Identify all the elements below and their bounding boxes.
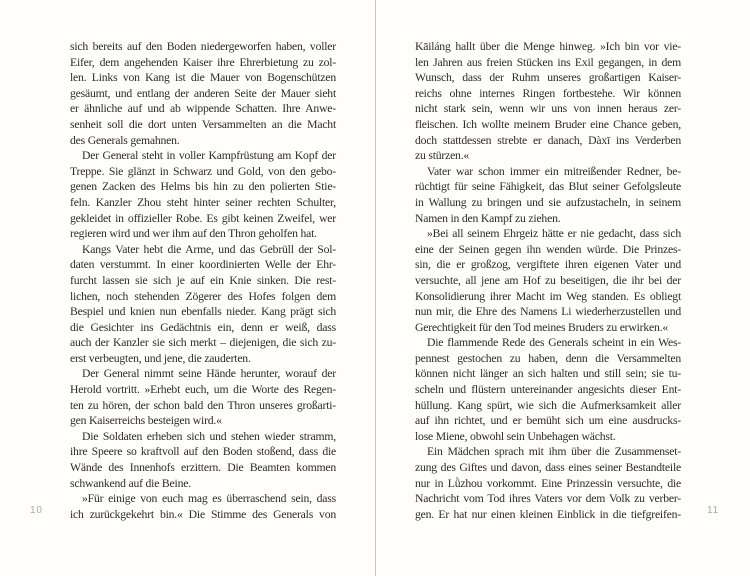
text-line: eine der Seinen gegen ihn wenden würde. Die Prinzes- xyxy=(415,242,681,256)
page-left-text-column xyxy=(70,39,336,522)
text-line: auch der Kanzler sie sich merkt – diejenigen, die sich zu- xyxy=(70,336,336,350)
text-line: Gerechtigkeit für den Tod meines Bruders zu erwirken.« xyxy=(415,320,668,334)
text-line: Herold vortritt. »Erhebt euch, um die Worte des Regen- xyxy=(70,383,336,397)
text-line: nicht stark sein, wenn wir uns von innen heraus zer- xyxy=(415,102,681,116)
text-line: sin, die er großzog, vergiftete ihren eigenen Vater und xyxy=(415,258,681,272)
text-line: versuchte, all jene am Hof zu beseitigen, die ihr bei der xyxy=(415,273,681,287)
text-line: des Generals gemahnen. xyxy=(70,133,180,147)
text-line: Ein Mädchen sprach mit ihm über die Zusammenset- xyxy=(427,445,681,459)
paragraph xyxy=(415,444,681,522)
text-line: Namen in den Kampf zu ziehen. xyxy=(415,211,561,225)
text-line: Vater war schon immer ein mitreißender Redner, be- xyxy=(427,164,681,178)
text-line: pennest gestochen zu haben, denn die Versammelten xyxy=(415,351,681,365)
text-line: Wände des Innenhofs erzittern. Die Beamten kommen xyxy=(70,461,336,475)
paragraph xyxy=(70,242,336,367)
text-line: Bespiel und knien nun ebenfalls nieder. Kang prägt sich xyxy=(70,305,336,319)
text-line: Die Soldaten erheben sich und stehen wieder stramm, xyxy=(82,429,336,443)
page-number-right: 11 xyxy=(707,505,719,516)
text-line: gekleidet in offizieller Robe. Es gibt keinen Zweifel, wer xyxy=(70,211,336,225)
text-line: reichs ohne internes Ringen fortbestehe. Wir können xyxy=(415,86,681,100)
text-line: fleischen. Ich wollte meinem Bruder eine Chance geben, xyxy=(415,117,681,131)
text-line: len. Links von Kang ist die Mauer von Bogenschützen xyxy=(70,71,336,85)
text-line: feln. Kanzler Zhou steht hinter seiner rechten Schulter, xyxy=(70,195,336,209)
text-line: Der General steht in voller Kampfrüstung am Kopf der xyxy=(82,149,336,163)
paragraph xyxy=(415,226,681,335)
text-line: ihre Speere so kraftvoll auf den Boden stoßend, dass die xyxy=(70,445,336,459)
text-line: zu stürzen.« xyxy=(415,149,470,163)
text-line: Nachricht vom Tod ihres Vaters vor dem Volk zu verber- xyxy=(415,492,681,506)
text-line: furcht lassen sie sich je auf ein Knie sinken. Die rest- xyxy=(70,273,336,287)
paragraph xyxy=(415,39,681,164)
text-line: Die flammende Rede des Generals scheint in ein Wes- xyxy=(427,336,681,350)
text-line: erst verbeugten, und jene, die zauderten. xyxy=(70,351,251,365)
text-line: Kangs Vater hebt die Arme, und das Gebrüll der Sol- xyxy=(82,242,336,256)
text-line: schwankend auf die Beine. xyxy=(70,476,191,490)
text-line: zung des Giftes und davon, dass eines seiner Bestandteile xyxy=(415,461,681,475)
text-line: lichen, noch stehenden Zögerer des Hofes folgen dem xyxy=(70,289,336,303)
text-line: genen Zacken des Helms bis hin zu den polierten Stie- xyxy=(70,180,336,194)
paragraph xyxy=(415,335,681,444)
text-line: gesäumt, und entlang der anderen Seite der Mauer sieht xyxy=(70,86,336,100)
text-line: er ähnliche auf und ab wippende Schatten. Ihre Anwe- xyxy=(70,102,336,116)
text-line: in Wallung zu bringen und sie aufzustacheln, in seinem xyxy=(415,195,681,209)
text-line: hüllung. Kang spürt, wie sich die Aufmerksamkeit aller xyxy=(415,398,681,412)
paragraph xyxy=(70,39,336,148)
text-line: sich bereits auf den Boden niedergeworfen haben, voller xyxy=(70,40,336,53)
text-line: gen Kaiserreichs besteigen wird.« xyxy=(70,414,222,428)
paragraph xyxy=(70,491,336,522)
text-line: Der General nimmt seine Hände herunter, worauf der xyxy=(82,367,336,381)
text-line: ten zu hören, der schon bald den Thron unseres großarti- xyxy=(70,398,336,412)
text-line: nun mir, die Ehre des Namens Li wiederherzustellen und xyxy=(415,305,681,319)
text-line: Wunsch, dass der Ruhm unseres großartigen Kaiser- xyxy=(415,71,681,85)
text-line: daten verstummt. In einer koordinierten Welle der Ehr- xyxy=(70,258,336,272)
text-line: lose Miene, obwohl sein Unbehagen wächst. xyxy=(415,429,616,443)
text-line: doch stattdessen strebte er danach, Dàxī ins Verderben xyxy=(415,133,681,147)
paragraph xyxy=(70,366,336,428)
text-line: ich zurückgekehrt bin.« Die Stimme des Generals von xyxy=(70,507,336,521)
text-line: len Jahren aus freien Stücken ins Exil gegangen, in dem xyxy=(415,55,681,69)
paragraph xyxy=(70,148,336,242)
paragraph xyxy=(70,429,336,491)
text-line: Eifer, dem angehenden Kaiser ihre Ehrerbietung zu zol- xyxy=(70,55,336,69)
text-line: Kāiláng hallt über die Menge hinweg. »Ich bin vor vie- xyxy=(415,40,681,53)
text-line: rüchtigt für seine Fähigkeit, das Blut seiner Gefolgsleute xyxy=(415,180,681,194)
text-line: auf ihn richtet, und er bemüht sich um eine ausdrucks- xyxy=(415,414,681,428)
paragraph xyxy=(415,164,681,226)
text-line: regieren wird und wer ihm auf den Thron geholfen hat. xyxy=(70,227,317,241)
page-number-left: 10 xyxy=(30,505,43,516)
text-line: scheln und flüstern untereinander angesichts dieser Ent- xyxy=(415,383,681,397)
text-line: die Gesichter ins Gedächtnis ein, denn er weiß, dass xyxy=(70,320,336,334)
text-line: nur in Lǜzhou vorkommt. Eine Prinzessin versuchte, die xyxy=(415,476,681,490)
text-line: »Für einige von euch mag es überraschend sein, dass xyxy=(82,492,336,506)
text-line: senheit soll die dort unten Versammelten an die Macht xyxy=(70,117,336,131)
text-line: Treppe. Sie glänzt in Schwarz und Gold, von den gebo- xyxy=(70,164,336,178)
page-right-text-column xyxy=(415,39,681,522)
text-line: »Bei all seinem Ehrgeiz hätte er nie gedacht, dass sich xyxy=(427,227,681,241)
text-line: gen. Er hat nur einen kleinen Einblick in die tiefgreifen- xyxy=(415,507,681,521)
text-line: können nicht länger an sich halten und still sein; sie tu- xyxy=(415,367,681,381)
page-divider xyxy=(375,0,376,576)
text-line: Konsolidierung ihrer Macht im Weg standen. Es obliegt xyxy=(415,289,681,303)
